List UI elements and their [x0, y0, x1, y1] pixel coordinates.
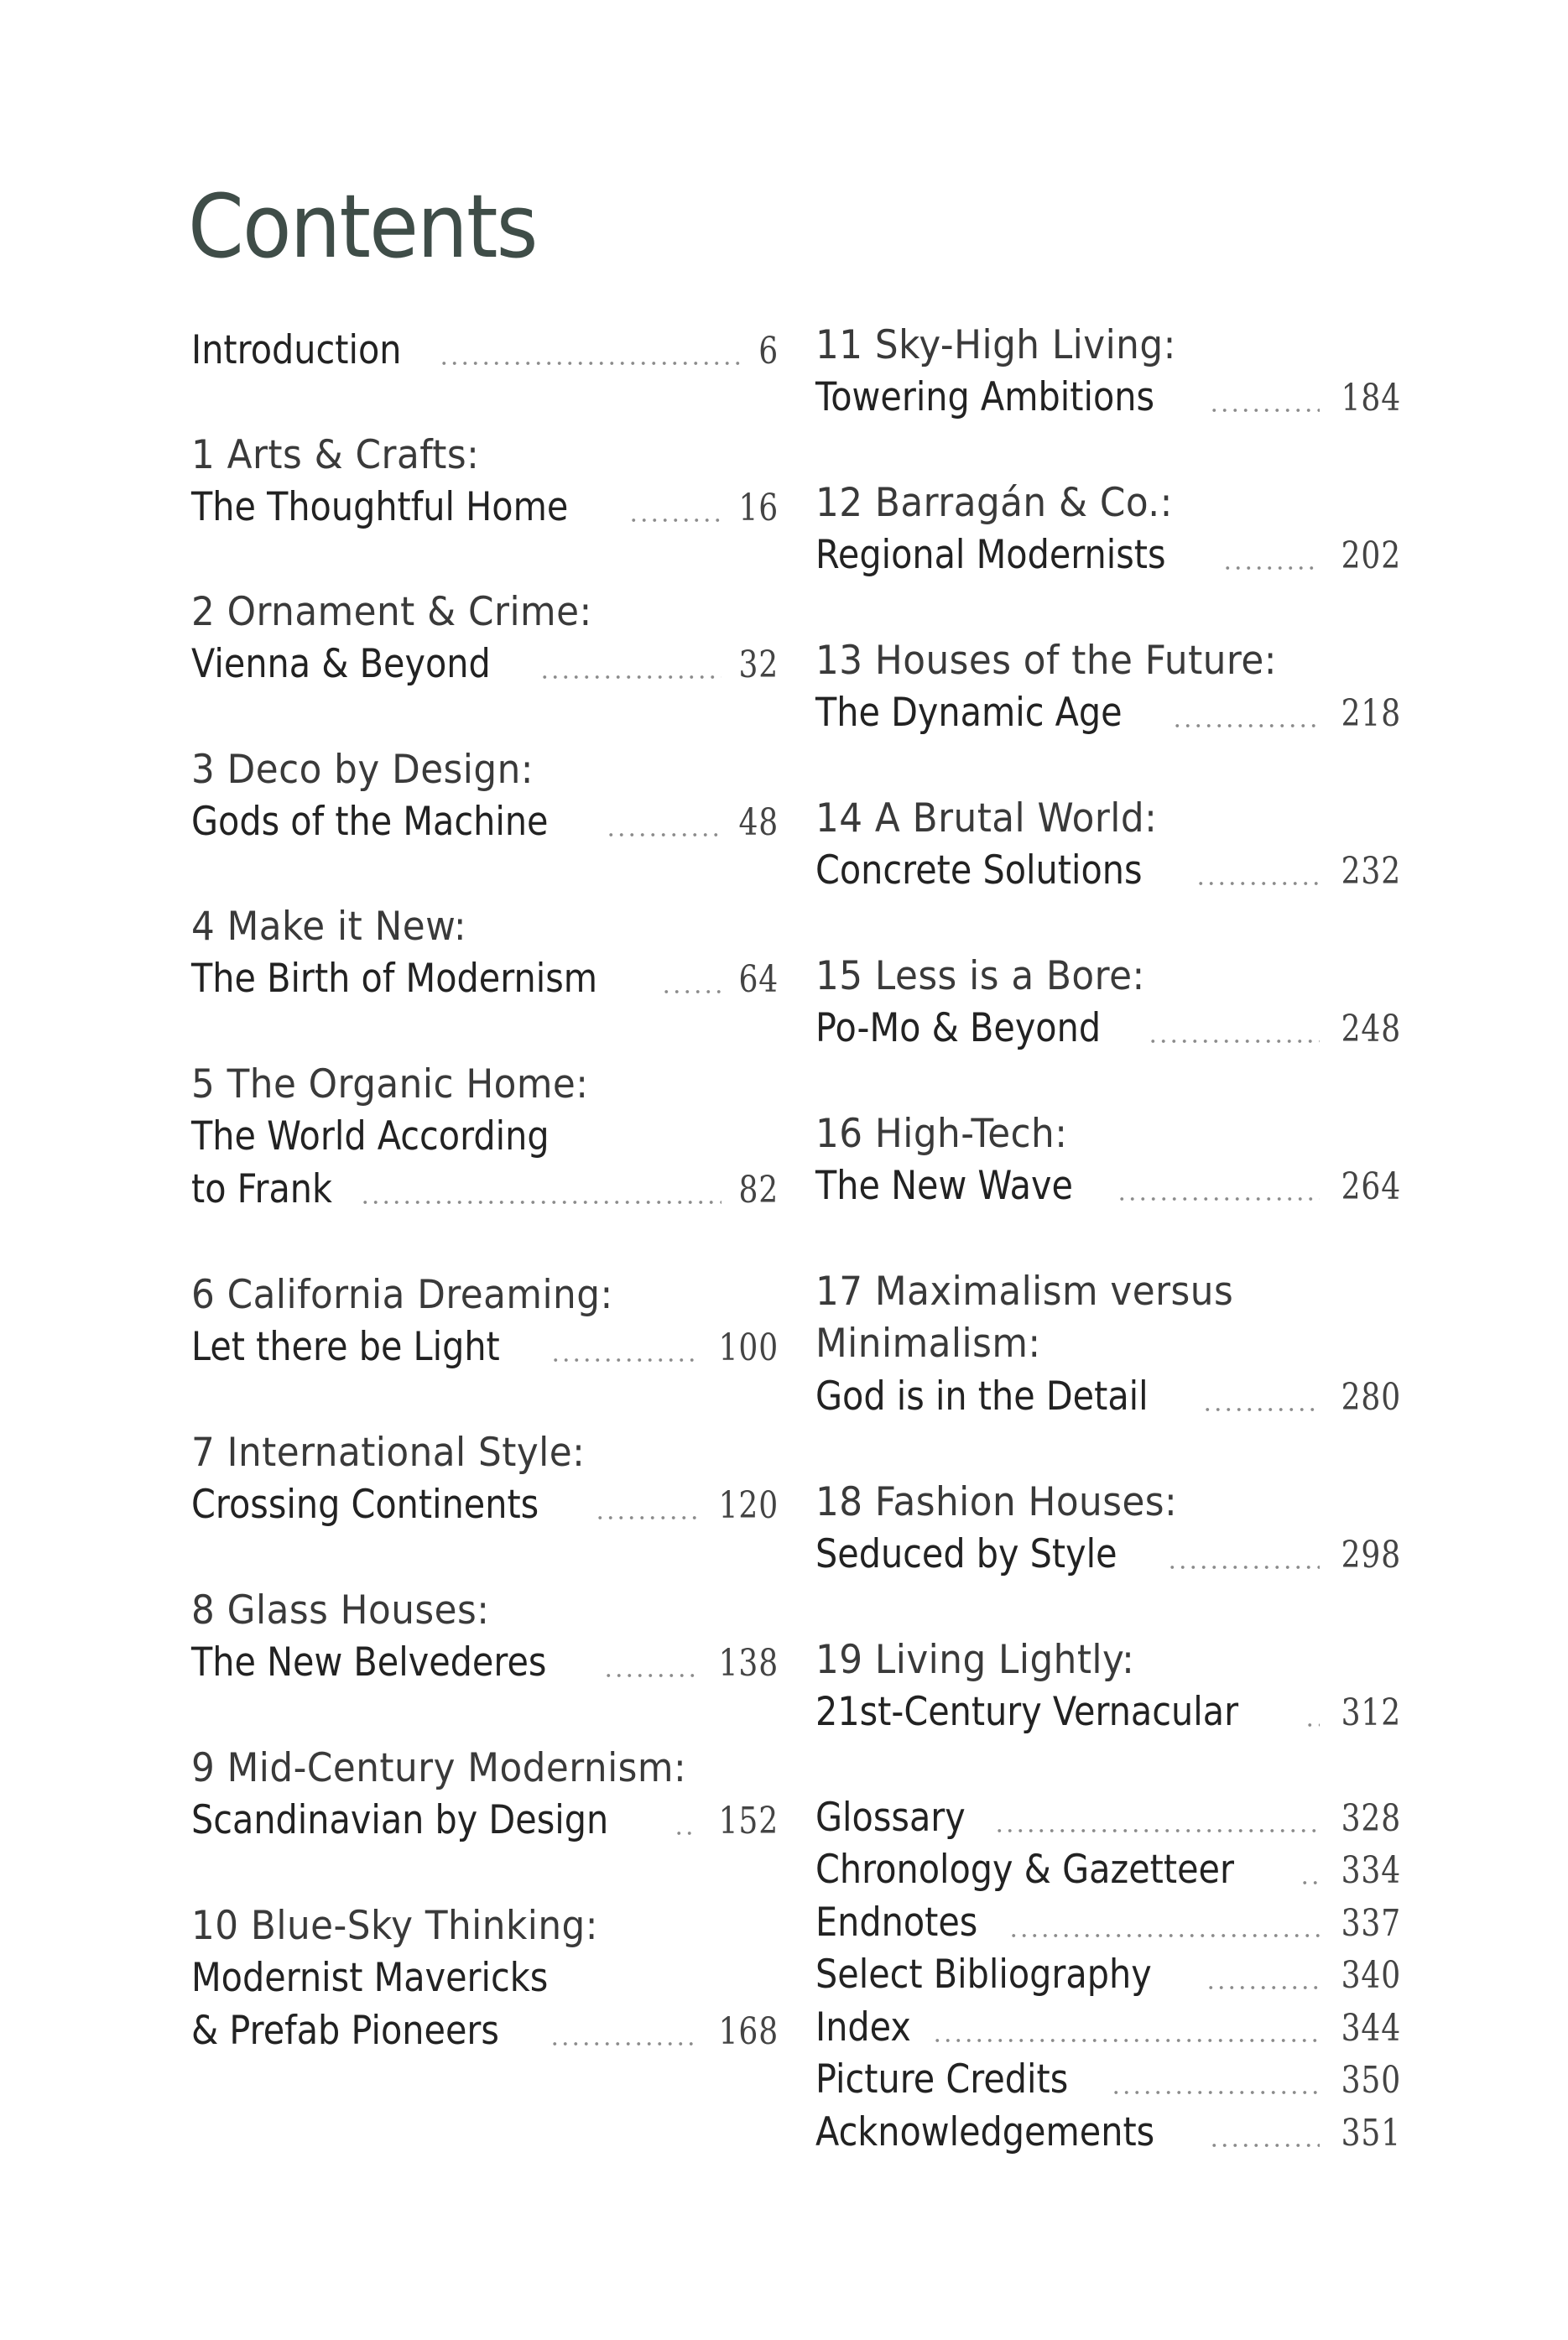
page-number: 218 [1341, 692, 1401, 735]
page-number: 64 [738, 958, 779, 1001]
toc-entry-bibliography[interactable] [815, 1949, 1401, 2002]
dot-leader [994, 1829, 1320, 1832]
toc-entry-glossary[interactable] [815, 1791, 1401, 1844]
entry-label: Chronology & Gazetteer [815, 1847, 1234, 1893]
chapter-subtitle: The Dynamic Age [815, 690, 1123, 736]
toc-entry-chapter-17[interactable] [815, 1265, 1401, 1423]
chapter-title: 3 Deco by Design: [191, 746, 534, 793]
dot-leader [674, 1832, 697, 1835]
chapter-title-cont: Minimalism: [815, 1321, 1041, 1367]
dot-leader [1209, 409, 1320, 412]
toc-entry-chapter-9[interactable] [191, 1742, 779, 1847]
chapter-title: 5 The Organic Home: [191, 1061, 589, 1107]
chapter-subtitle: Scandinavian by Design [191, 1797, 609, 1843]
page-number: 340 [1341, 1954, 1401, 1997]
chapter-subtitle: The World According [191, 1113, 550, 1160]
chapter-subtitle: Crossing Continents [191, 1482, 539, 1528]
toc-entry-acknowledgements[interactable] [815, 2106, 1401, 2159]
toc-entry-chapter-2[interactable] [191, 586, 779, 691]
chapter-title: 2 Ornament & Crime: [191, 588, 592, 635]
chapter-title: 11 Sky-High Living: [815, 321, 1176, 368]
page-number: 100 [718, 1326, 779, 1369]
dot-leader [603, 1674, 697, 1677]
page-number: 351 [1341, 2111, 1401, 2155]
entry-label: Introduction [191, 326, 402, 373]
toc-entry-index[interactable] [815, 2001, 1401, 2054]
page-number: 202 [1341, 534, 1401, 577]
dot-leader [661, 990, 721, 993]
page-number: 337 [1341, 1901, 1401, 1945]
page-number: 312 [1341, 1691, 1401, 1734]
chapter-subtitle: Let there be Light [191, 1324, 500, 1370]
page-number: 350 [1341, 2059, 1401, 2102]
page-number: 280 [1341, 1375, 1401, 1419]
dot-leader [1206, 1986, 1320, 1989]
toc-entry-chapter-6[interactable] [191, 1269, 779, 1373]
chapter-title: 13 Houses of the Future: [815, 637, 1277, 684]
dot-leader [628, 519, 721, 522]
dot-leader [550, 2042, 697, 2046]
page-number: 248 [1341, 1008, 1401, 1050]
chapter-title: 4 Make it New: [191, 903, 467, 950]
page-number: 6 [758, 329, 779, 373]
dot-leader [1117, 1197, 1320, 1201]
toc-entry-chapter-14[interactable] [815, 792, 1401, 897]
dot-leader [1209, 2144, 1320, 2147]
dot-leader [1222, 566, 1321, 570]
dot-leader [1167, 1566, 1320, 1569]
chapter-subtitle: The Thoughtful Home [191, 484, 569, 530]
entry-label: Endnotes [815, 1899, 978, 1946]
chapter-title: 1 Arts & Crafts: [191, 431, 480, 478]
page-number: 120 [718, 1484, 779, 1527]
chapter-title: 6 California Dreaming: [191, 1271, 613, 1318]
chapter-subtitle: The New Wave [815, 1163, 1073, 1209]
page-number: 344 [1341, 2006, 1401, 2050]
dot-leader [595, 1516, 697, 1519]
page-number: 152 [718, 1800, 779, 1842]
dot-leader [1148, 1040, 1320, 1043]
toc-entry-chapter-1[interactable] [191, 429, 779, 534]
chapter-subtitle-cont: to Frank [191, 1165, 332, 1212]
toc-entry-introduction[interactable] [191, 324, 779, 377]
dot-leader [1196, 882, 1320, 885]
toc-entry-chapter-10[interactable] [191, 1900, 779, 2057]
dot-leader [539, 675, 721, 679]
entry-label: Picture Credits [815, 2056, 1069, 2103]
toc-entry-chapter-7[interactable] [191, 1426, 779, 1531]
toc-entry-endnotes[interactable] [815, 1896, 1401, 1949]
page-title: Contents [188, 175, 537, 278]
dot-leader [550, 1358, 697, 1362]
dot-leader [1305, 1723, 1320, 1727]
toc-entry-chapter-15[interactable] [815, 950, 1401, 1055]
chapter-subtitle: Vienna & Beyond [191, 641, 491, 687]
chapter-title: 7 International Style: [191, 1429, 586, 1476]
dot-leader [1202, 1408, 1320, 1411]
dot-leader [932, 2039, 1320, 2042]
toc-entry-chapter-19[interactable] [815, 1634, 1401, 1738]
entry-label: Glossary [815, 1794, 966, 1841]
toc-entry-chapter-13[interactable] [815, 634, 1401, 739]
dot-leader [439, 362, 746, 365]
page-number: 184 [1341, 377, 1401, 420]
dot-leader [606, 833, 722, 836]
dot-leader [1172, 724, 1320, 727]
toc-entry-chapter-16[interactable] [815, 1107, 1401, 1212]
dot-leader [360, 1201, 721, 1204]
toc-back-matter [815, 1791, 1401, 2159]
chapter-title: 10 Blue-Sky Thinking: [191, 1902, 598, 1949]
page-number: 48 [738, 801, 779, 844]
page-number: 168 [718, 2009, 779, 2053]
page-number: 298 [1341, 1534, 1401, 1577]
chapter-title: 14 A Brutal World: [815, 795, 1158, 842]
dot-leader [1111, 2091, 1320, 2094]
toc-entry-chapter-18[interactable] [815, 1476, 1401, 1581]
chapter-title: 8 Glass Houses: [191, 1587, 490, 1634]
chapter-subtitle: Towering Ambitions [815, 374, 1155, 420]
toc-entry-chronology[interactable] [815, 1844, 1401, 1897]
toc-entry-chapter-12[interactable] [815, 477, 1401, 581]
chapter-title: 16 High-Tech: [815, 1110, 1068, 1157]
chapter-subtitle: Gods of the Machine [191, 799, 549, 845]
entry-label: Acknowledgements [815, 2108, 1155, 2155]
chapter-subtitle: God is in the Detail [815, 1373, 1149, 1420]
page-number: 82 [738, 1168, 779, 1212]
dot-leader [1008, 1934, 1320, 1937]
chapter-subtitle: Modernist Mavericks [191, 1955, 549, 2001]
toc-entry-chapter-8[interactable] [191, 1584, 779, 1689]
chapter-title: 12 Barragán & Co.: [815, 479, 1173, 526]
toc-entry-chapter-3[interactable] [191, 743, 779, 848]
chapter-title: 15 Less is a Bore: [815, 952, 1145, 999]
chapter-subtitle: 21st-Century Vernacular [815, 1689, 1239, 1735]
toc-entry-chapter-11[interactable] [815, 319, 1401, 424]
entry-label: Index [815, 2004, 911, 2051]
toc-entry-picture-credits[interactable] [815, 2054, 1401, 2107]
page-number: 32 [738, 644, 779, 686]
chapter-subtitle: Po-Mo & Beyond [815, 1005, 1102, 1051]
page-number: 328 [1341, 1796, 1401, 1840]
page-number: 334 [1341, 1849, 1401, 1892]
chapter-subtitle: The Birth of Modernism [191, 956, 598, 1002]
page-number: 232 [1341, 850, 1401, 893]
chapter-title: 17 Maximalism versus [815, 1268, 1234, 1315]
entry-label: Select Bibliography [815, 1952, 1152, 1998]
chapter-title: 9 Mid-Century Modernism: [191, 1744, 687, 1791]
chapter-subtitle: Regional Modernists [815, 532, 1166, 578]
chapter-subtitle: The New Belvederes [191, 1639, 547, 1686]
chapter-title: 18 Fashion Houses: [815, 1478, 1178, 1525]
page-number: 264 [1341, 1165, 1401, 1208]
chapter-title: 19 Living Lightly: [815, 1636, 1135, 1683]
chapter-subtitle: Concrete Solutions [815, 847, 1143, 894]
page-number: 16 [738, 487, 779, 529]
chapter-subtitle: Seduced by Style [815, 1531, 1117, 1577]
dot-leader [1300, 1881, 1320, 1884]
toc-entry-chapter-5[interactable] [191, 1058, 779, 1216]
toc-entry-chapter-4[interactable] [191, 900, 779, 1005]
page-number: 138 [718, 1642, 779, 1685]
chapter-subtitle-cont: & Prefab Pioneers [191, 2007, 499, 2054]
